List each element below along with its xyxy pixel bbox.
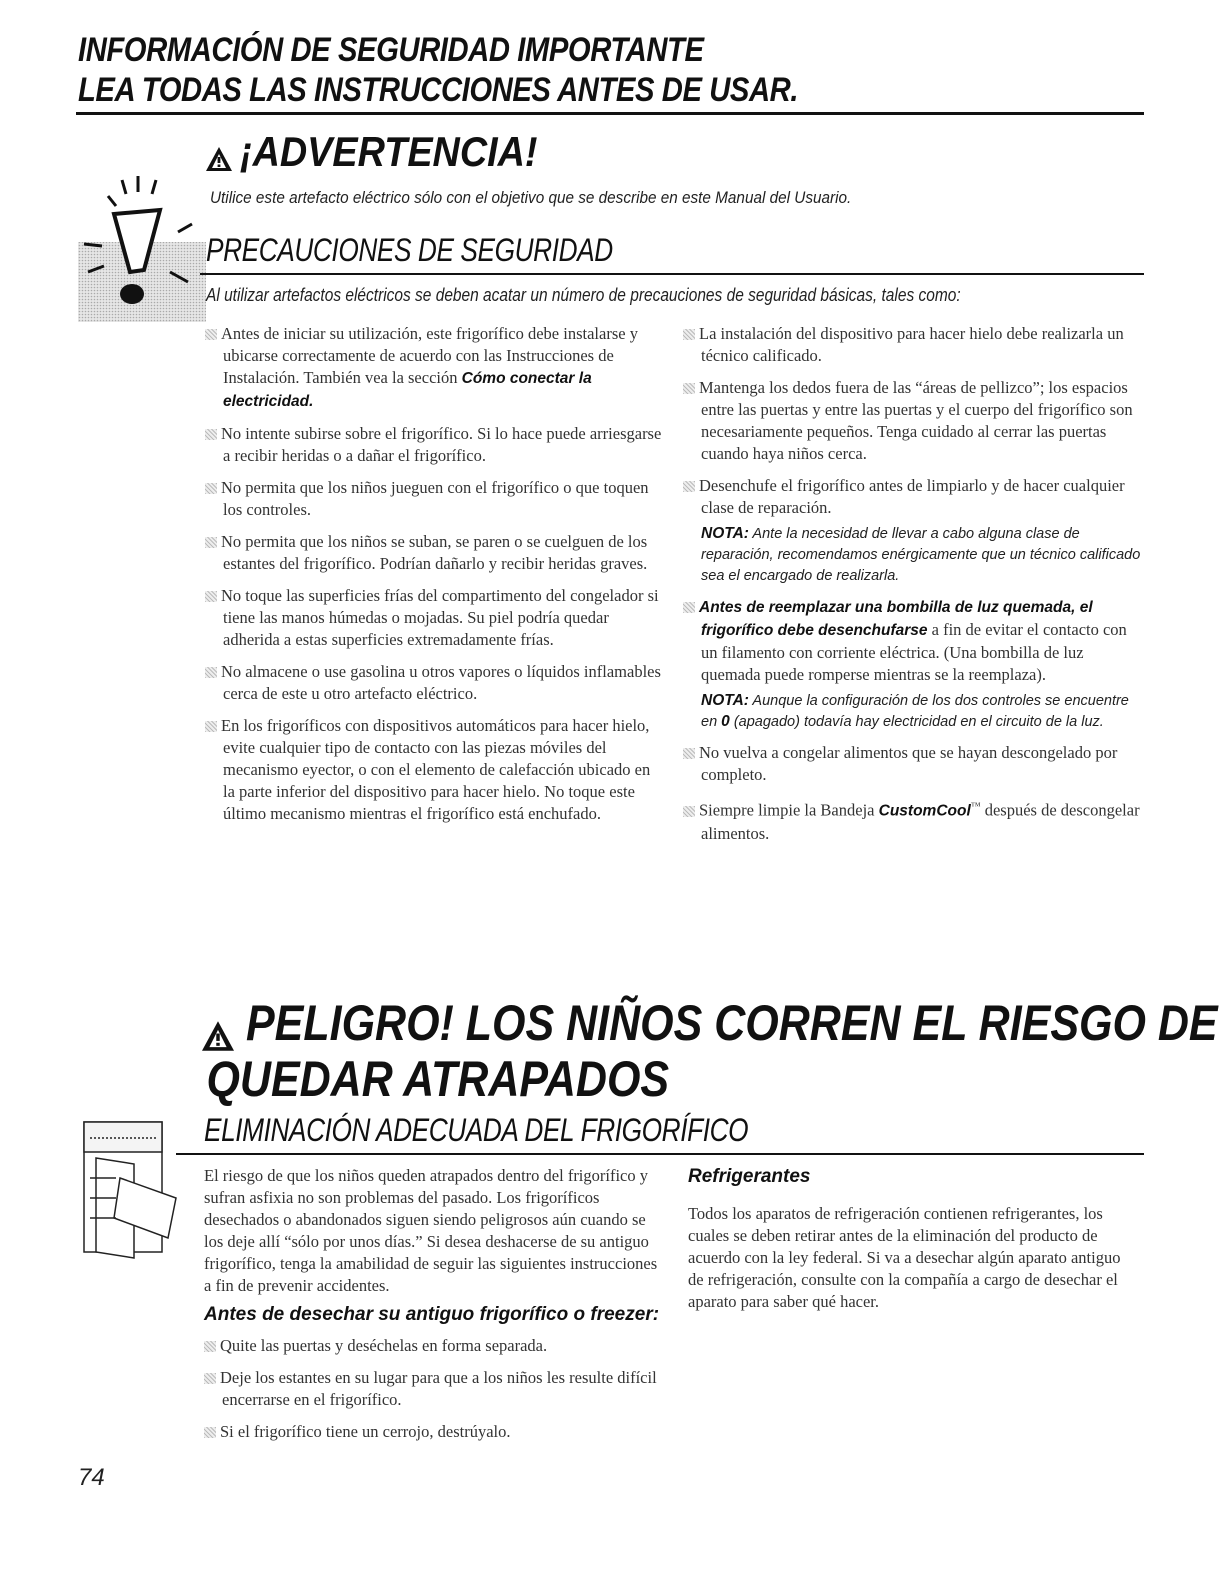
bullet-icon — [205, 429, 217, 440]
bullet-icon — [683, 806, 695, 817]
refrigerants-heading: Refrigerantes — [688, 1166, 811, 1187]
header-rule — [76, 112, 1144, 115]
list-item: Quite las puertas y deséchelas en forma separada. — [204, 1335, 666, 1357]
warning-title: ¡ADVERTENCIA! — [240, 128, 538, 175]
precautions-right-column — [683, 323, 1145, 855]
bullet-icon — [204, 1427, 216, 1438]
bullet-icon — [204, 1341, 216, 1352]
list-item: Desenchufe el frigorífico antes de limpiarlo y de hacer cualquier clase de reparación. — [683, 475, 1145, 519]
refrigerants-paragraph: Todos los aparatos de refrigeración contienen refrigerantes, los cuales se deben retirar antes de la eliminación del producto de acuerdo con la ley federal. Si va a desechar algún aparato antiguo de refrigeración, consulte con la compañía a cargo de desechar el aparato para saber qué hacer. — [688, 1204, 1121, 1311]
bullet-icon — [205, 721, 217, 732]
bullet-icon — [205, 329, 217, 340]
bullet-icon — [205, 667, 217, 678]
list-item: Si el frigorífico tiene un cerrojo, destrúyalo. — [204, 1421, 666, 1443]
bullet-icon — [683, 329, 695, 340]
list-item: Mantenga los dedos fuera de las “áreas de pellizco”; los espacios entre las puertas y entre las puertas y el cuerpo del frigorífico son necesariamente pequeños. Tenga cuidado al cerrar las puertas cuando haya niños cerca. — [683, 377, 1145, 465]
disposal-right-column — [688, 1165, 1140, 1313]
before-disposal-heading: Antes de desechar su antiguo frigorífico o freezer: — [204, 1304, 660, 1325]
danger-line-2: QUEDAR ATRAPADOS — [206, 1051, 670, 1107]
bullet-icon — [683, 481, 695, 492]
refrigerator-illustration-icon — [76, 1118, 186, 1260]
bullet-icon — [683, 383, 695, 394]
list-item: No toque las superficies frías del compartimento del congelador si tiene las manos húmedas o mojadas. Su piel podría quedar adherida a estas superficies extremadamente frías. — [205, 585, 665, 651]
warning-triangle-icon — [200, 1020, 236, 1052]
bullet-icon — [205, 483, 217, 494]
list-item: En los frigoríficos con dispositivos automáticos para hacer hielo, evite cualquier tipo de contacto con las piezas móviles del mecanismo eyector, o con el elemento de calefacción ubicado en la parte inferior del dispositivo para hacer hielo. No toque este último mecanismo mientras el frigorífico está enchufado. — [205, 715, 665, 825]
list-item: No intente subirse sobre el frigorífico. Si lo hace puede arriesgarse a recibir heridas o a dañar el frigorífico. — [205, 423, 665, 467]
header-line-2: LEA TODAS LAS INSTRUCCIONES ANTES DE USAR. — [78, 71, 799, 109]
bullet-icon — [683, 602, 695, 613]
warning-triangle-icon — [205, 146, 233, 172]
bullet-icon — [204, 1373, 216, 1384]
disposal-left-column — [204, 1165, 666, 1453]
list-item: Antes de reemplazar una bombilla de luz quemada, el frigorífico debe desenchufarse a fin de evitar el contacto con un filamento con corriente eléctrica. (Una bombilla de luz quemada puede romperse mientras se la reemplaza). — [683, 596, 1145, 686]
disposal-paragraph: El riesgo de que los niños queden atrapados dentro del frigorífico y sufran asfixia no son problemas del pasado. Los frigoríficos desechados o abandonados siguen siendo peligrosos aún cuando se los deje allí “sólo por unos días.” Si desea deshacerse de su antiguo frigorífico, tenga la amabilidad de seguir las siguientes instrucciones a fin de prevenir accidentes. — [204, 1166, 658, 1295]
bullet-icon — [683, 748, 695, 759]
list-item: La instalación del dispositivo para hacer hielo debe realizarla un técnico calificado. — [683, 323, 1145, 367]
disposal-title: ELIMINACIÓN ADECUADA DEL FRIGORÍFICO — [204, 1112, 749, 1148]
danger-title — [206, 995, 1218, 1107]
warning-subtitle: Utilice este artefacto eléctrico sólo con el objetivo que se describe en este Manual del Usuario. — [210, 188, 852, 207]
danger-line-1: PELIGRO! LOS NIÑOS CORREN EL RIESGO DE — [246, 995, 1218, 1051]
precautions-title: PRECAUCIONES DE SEGURIDAD — [206, 232, 613, 268]
precautions-left-column — [205, 323, 665, 835]
exclamation-illustration-icon — [78, 172, 206, 322]
list-item: Antes de iniciar su utilización, este frigorífico debe instalarse y ubicarse correctamente de acuerdo con las Instrucciones de Instalación. También vea la sección Cómo conectar la electricidad. — [205, 323, 665, 413]
note: NOTA: Ante la necesidad de llevar a cabo alguna clase de reparación, recomendamos enérgicamente que un técnico calificado sea el encargado de realizarla. — [701, 525, 1141, 584]
list-item: Deje los estantes en su lugar para que a los niños les resulte difícil encerrarse en el frigorífico. — [204, 1367, 666, 1411]
list-item: No permita que los niños jueguen con el frigorífico o que toquen los controles. — [205, 477, 665, 521]
precautions-intro: Al utilizar artefactos eléctricos se deben acatar un número de precauciones de seguridad básicas, tales como: — [206, 285, 961, 305]
page-number: 74 — [78, 1464, 105, 1491]
header-line-1: INFORMACIÓN DE SEGURIDAD IMPORTANTE — [78, 31, 704, 69]
precautions-rule — [200, 273, 1144, 275]
list-item: No almacene o use gasolina u otros vapores o líquidos inflamables cerca de este u otro artefacto eléctrico. — [205, 661, 665, 705]
bullet-icon — [205, 591, 217, 602]
note: NOTA: Aunque la configuración de los dos controles se encuentre en 0 (apagado) todavía hay electricidad en el circuito de la luz. — [701, 692, 1129, 730]
page-header — [78, 30, 915, 110]
bullet-icon — [205, 537, 217, 548]
list-item: No vuelva a congelar alimentos que se hayan descongelado por completo. — [683, 742, 1145, 786]
disposal-rule — [176, 1153, 1144, 1155]
list-item: Siempre limpie la Bandeja CustomCool™ después de descongelar alimentos. — [683, 796, 1145, 845]
list-item: No permita que los niños se suban, se paren o se cuelguen de los estantes del frigorífico. Podrían dañarlo y recibir heridas graves. — [205, 531, 665, 575]
